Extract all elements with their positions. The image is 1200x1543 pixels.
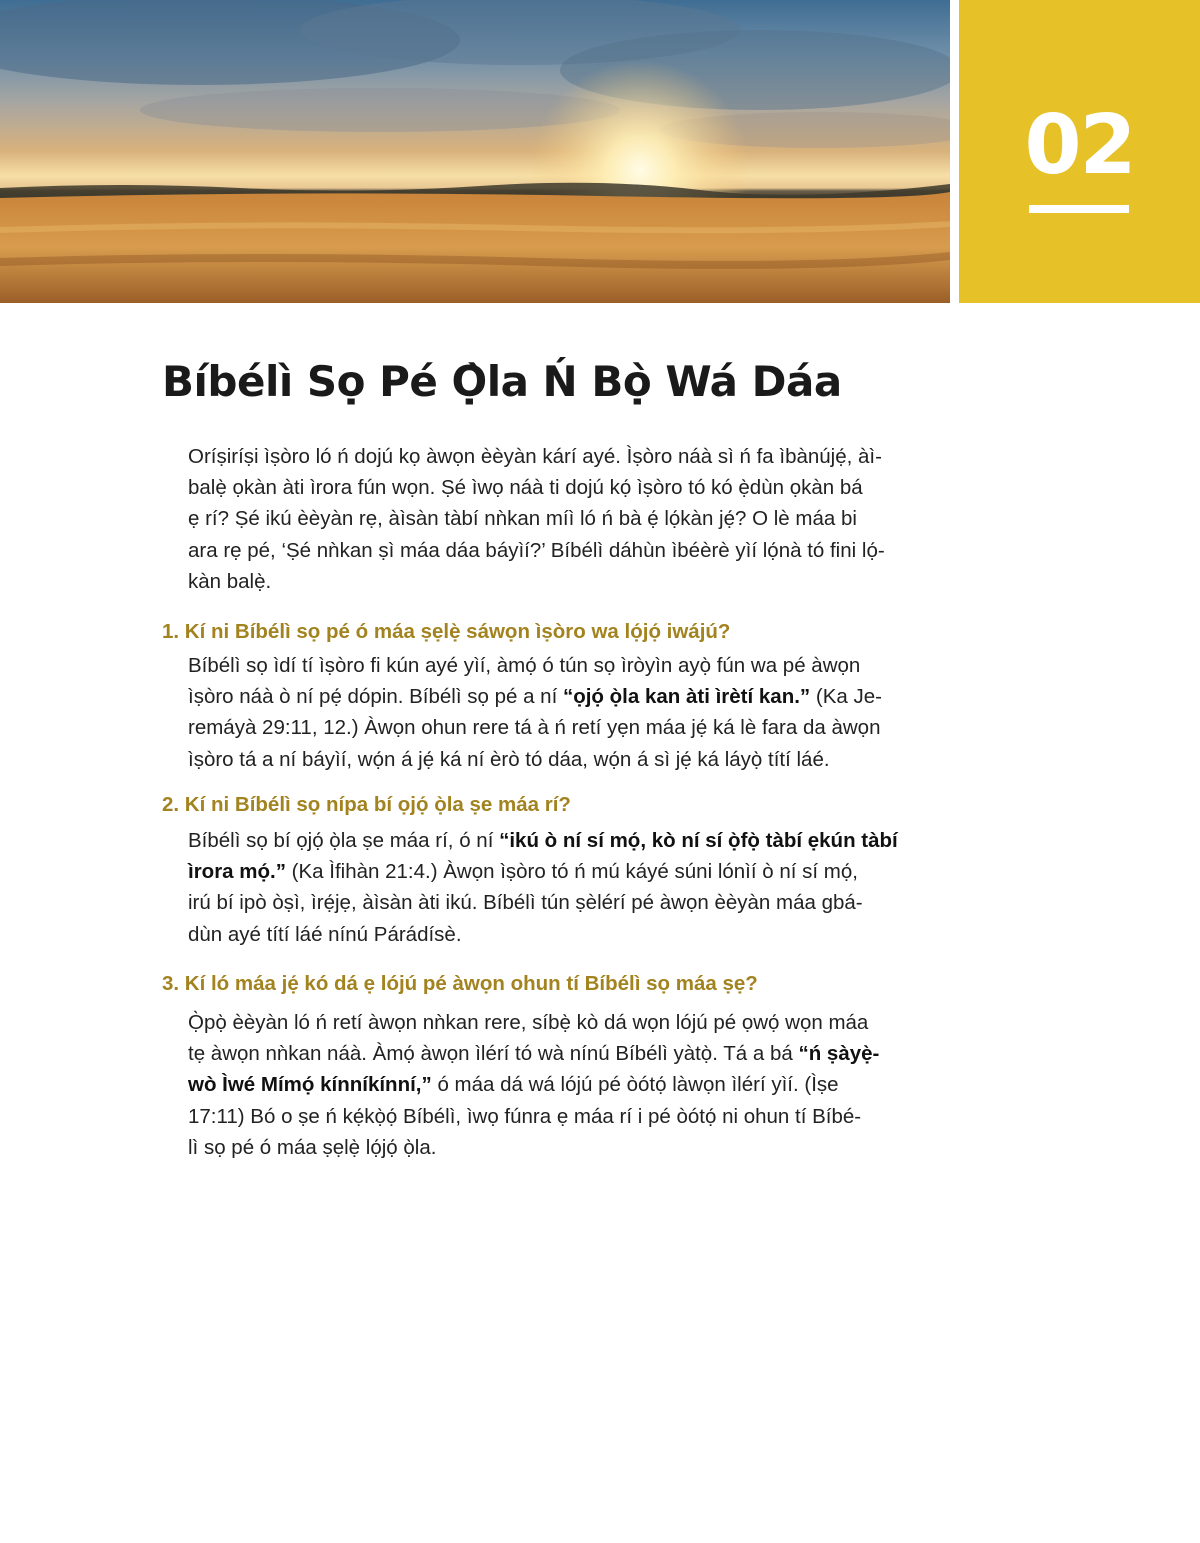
- intro-line: kàn balẹ̀.: [188, 569, 272, 593]
- bold-quote: “ọjọ́ ọ̀la kan àti ìrètí kan.”: [562, 685, 811, 709]
- bold-quote: “ń ṣàyẹ̀-: [798, 1042, 880, 1066]
- bold-quote: “ikú ò ní sí mọ́, kò ní sí ọ̀fọ̀ tàbí ẹkún tàbí: [499, 829, 898, 852]
- intro-paragraph: [188, 441, 951, 597]
- answer-line: Bíbélì sọ bí ọjọ́ ọ̀la ṣe máa rí, ó ní: [188, 829, 500, 852]
- hero-photo: [0, 0, 950, 303]
- answer-line: ìṣòro tá a ní báyìí, wọ́n á jẹ́ ká ní èrò tó dáa, wọ́n á sì jẹ́ ká láyọ̀ títí láé.: [188, 747, 830, 771]
- lesson-number-badge: [959, 0, 1200, 303]
- answer-2-paragraph: [188, 825, 951, 950]
- answer-line: Bíbélì sọ ìdí tí ìṣòro fi kún ayé yìí, àmọ́ ó tún sọ ìròyìn ayọ̀ fún wa pé àwọn: [188, 654, 861, 677]
- page-title: Bíbélì Sọ Pé Ọ̀la Ń Bọ̀ Wá Dáa: [162, 357, 842, 406]
- answer-line: remáyà 29:11, 12.) Àwọn ohun rere tá à ń retí yẹn máa jẹ́ ká lè fara da àwọn: [188, 716, 881, 740]
- answer-line: Ọ̀pọ̀ èèyàn ló ń retí àwọn nǹkan rere, síbẹ̀ kò dá wọn lójú pé ọwọ́ wọn máa: [188, 1011, 869, 1034]
- wheat-field-sunset-photo: [0, 0, 950, 303]
- intro-line: balẹ̀ ọkàn àti ìrora fún wọn. Ṣé ìwọ náà ti dojú kọ́ ìṣòro tó kó ẹ̀dùn ọkàn bá: [188, 476, 863, 500]
- answer-line: (Ka Ìfihàn 21:4.) Àwọn ìṣòro tó ń mú káyé súni lónìí ò ní sí mọ́,: [285, 860, 858, 884]
- intro-line: Oríṣiríṣi ìṣòro ló ń dojú kọ àwọn èèyàn kárí ayé. Ìṣòro náà sì ń fa ìbànújẹ́, àì-: [188, 445, 882, 468]
- question-2-heading: 2. Kí ni Bíbélì sọ nípa bí ọjọ́ ọ̀la ṣe máa rí?: [162, 793, 571, 816]
- answer-1-paragraph: [188, 650, 951, 775]
- question-1-heading: 1. Kí ni Bíbélì sọ pé ó máa ṣẹlẹ̀ sáwọn ìṣòro wa lọ́jọ́ iwájú?: [162, 620, 731, 643]
- answer-line: (Ka Je-: [810, 685, 882, 709]
- intro-line: ẹ rí? Ṣé ikú èèyàn rẹ, àìsàn tàbí nǹkan míì ló ń bà ẹ́ lọ́kàn jẹ́? O lè máa bi: [188, 507, 857, 531]
- bold-quote: ìrora mọ́.”: [188, 860, 286, 884]
- answer-line: 17:11) Bó o ṣe ń kẹ́kọ̀ọ́ Bíbélì, ìwọ fúnra ẹ máa rí i pé òótọ́ ni ohun tí Bíbé-: [188, 1104, 862, 1128]
- answer-3-paragraph: [188, 1007, 951, 1163]
- answer-line: dùn ayé títí láé nínú Párádísè.: [188, 922, 462, 946]
- lesson-number: 02: [1024, 98, 1135, 193]
- answer-line: irú bí ipò òṣì, ìrẹ́jẹ, àìsàn àti ikú. Bíbélì tún ṣèlérí pé àwọn èèyàn máa gbá-: [188, 891, 863, 915]
- intro-line: ara rẹ pé, ‘Ṣé nǹkan ṣì máa dáa báyìí?’ Bíbélì dáhùn ìbéèrè yìí lọ́nà tó fini lọ́-: [188, 538, 885, 562]
- answer-line: tẹ àwọn nǹkan náà. Àmọ́ àwọn ìlérí tó wà nínú Bíbélì yàtọ̀. Tá a bá: [188, 1042, 799, 1066]
- answer-line: ìṣòro náà ò ní pẹ́ dópin. Bíbélì sọ pé a ní: [188, 685, 563, 709]
- answer-line: ó máa dá wá lójú pé òótọ́ làwọn ìlérí yìí. (Ìṣe: [431, 1073, 839, 1097]
- question-3-heading: 3. Kí ló máa jẹ́ kó dá ẹ lójú pé àwọn ohun tí Bíbélì sọ máa ṣẹ?: [162, 972, 758, 995]
- answer-line: lì sọ pé ó máa ṣẹlẹ̀ lọ́jọ́ ọ̀la.: [188, 1135, 437, 1159]
- bold-quote: wò Ìwé Mímọ́ kínníkínní,”: [188, 1073, 432, 1097]
- badge-underline: [1029, 205, 1129, 213]
